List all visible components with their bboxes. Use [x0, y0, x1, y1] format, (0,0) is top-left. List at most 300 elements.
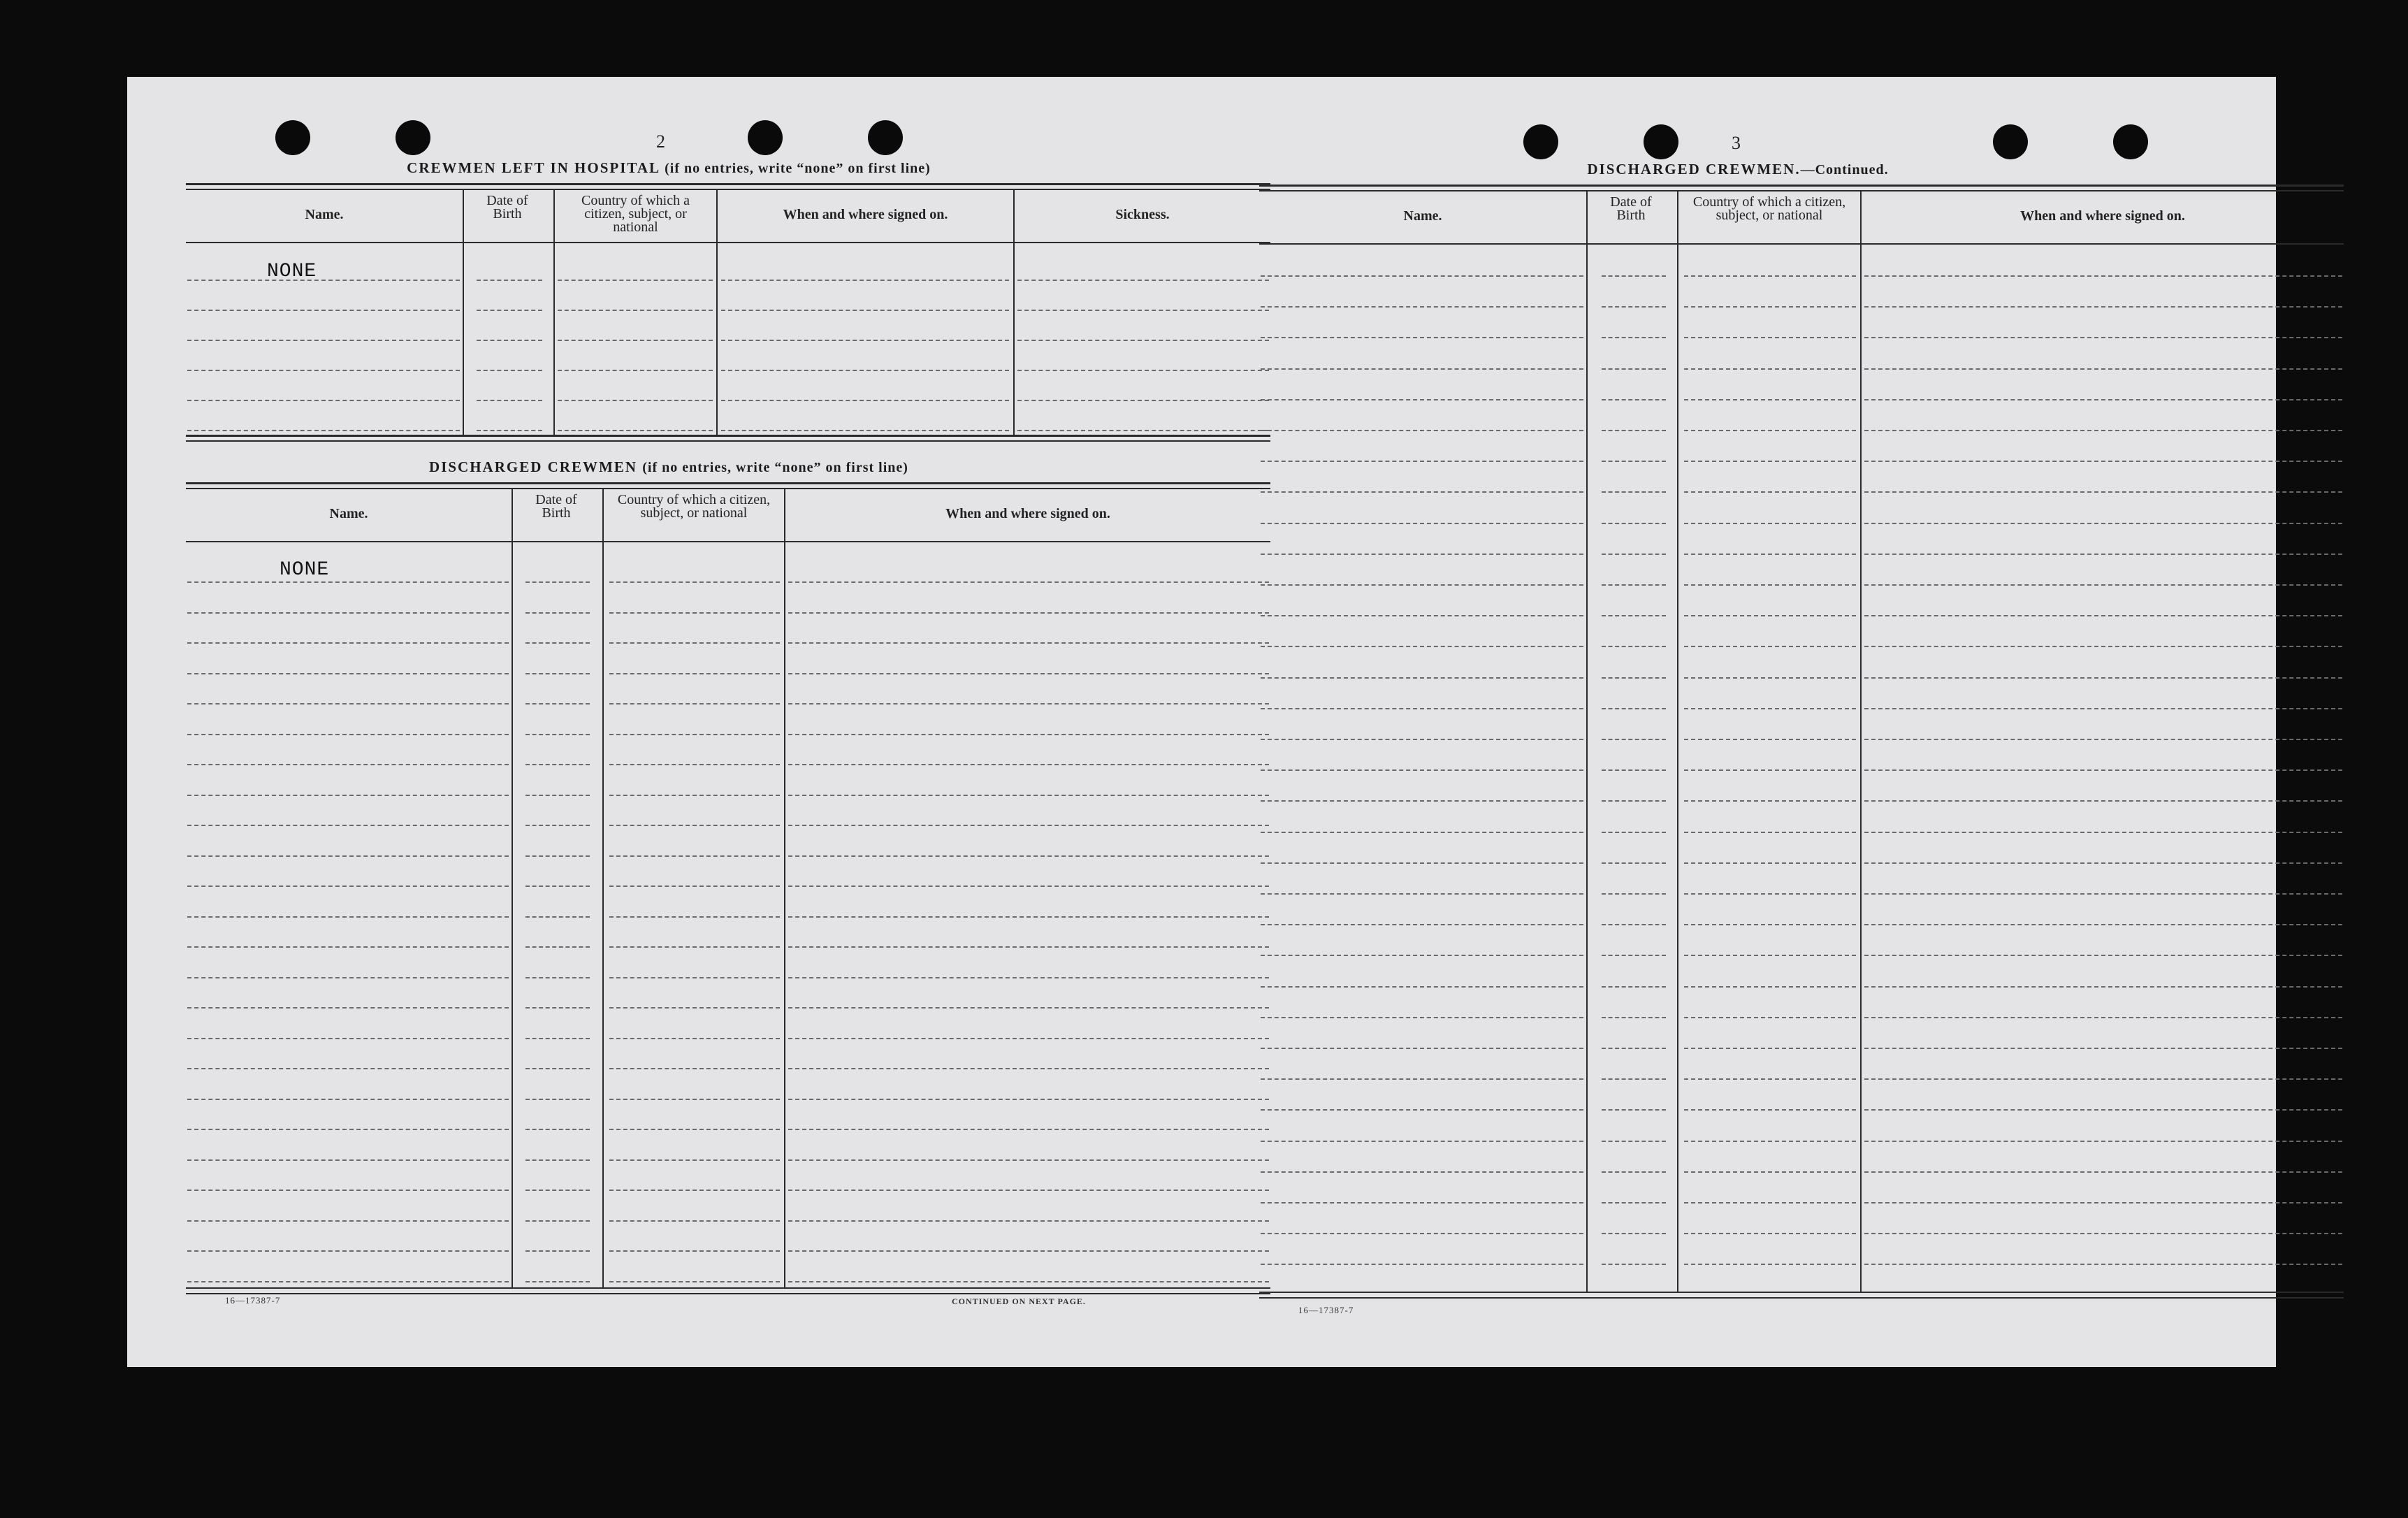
ruled-line	[609, 1038, 780, 1039]
column-header-name: Name.	[305, 207, 344, 222]
ruled-line	[187, 612, 509, 614]
ruled-line	[609, 916, 780, 918]
ruled-line	[525, 1068, 590, 1069]
ruled-line	[1684, 368, 1856, 370]
ruled-line	[187, 1159, 509, 1161]
ruled-line	[558, 310, 713, 311]
ruled-line	[477, 430, 542, 431]
ruled-line	[1602, 491, 1666, 493]
ruled-line	[187, 703, 509, 704]
ruled-line	[788, 855, 1269, 857]
ruled-line	[1602, 924, 1666, 925]
column-divider	[716, 190, 718, 435]
ruled-line	[1602, 461, 1666, 462]
ruled-line	[1602, 646, 1666, 647]
table-top-rule	[186, 189, 1270, 190]
ruled-line	[1864, 955, 2342, 956]
ruled-line	[1261, 306, 1583, 308]
ruled-line	[788, 1068, 1269, 1069]
ruled-line	[1261, 1141, 1583, 1142]
ruled-line	[1864, 862, 2342, 864]
ruled-line	[721, 280, 1009, 281]
ruled-line	[1864, 491, 2342, 493]
ruled-line	[525, 612, 590, 614]
ruled-line	[1261, 708, 1583, 709]
ruled-line	[788, 1038, 1269, 1039]
ruled-line	[1864, 275, 2342, 277]
ruled-line	[1261, 986, 1583, 988]
ruled-line	[525, 1007, 590, 1009]
ruled-line	[1261, 1109, 1583, 1111]
ruled-line	[1684, 306, 1856, 308]
right-title-suffix: —Continued.	[1800, 162, 1889, 178]
ruled-line	[788, 581, 1269, 583]
ruled-line	[525, 1099, 590, 1100]
ruled-line	[187, 581, 509, 583]
column-divider	[1677, 191, 1678, 1292]
ruled-line	[525, 795, 590, 796]
right-title-text: DISCHARGED CREWMEN.	[1587, 161, 1801, 178]
ruled-line	[788, 946, 1269, 948]
ruled-line	[525, 764, 590, 765]
ruled-line	[1602, 1017, 1666, 1018]
ruled-line	[1684, 491, 1856, 493]
column-header-signed-on: When and where signed on.	[783, 207, 948, 222]
discharged-title-text: DISCHARGED CREWMEN	[429, 458, 637, 475]
ruled-line	[525, 1190, 590, 1191]
ruled-line	[1602, 739, 1666, 740]
ruled-line	[1864, 832, 2342, 833]
section-title-discharged-continued	[1587, 161, 1888, 178]
binder-hole	[868, 120, 903, 155]
ruled-line	[1261, 832, 1583, 833]
ruled-line	[1602, 615, 1666, 616]
form-number: 16—17387-7	[1298, 1305, 1354, 1315]
ruled-line	[477, 340, 542, 341]
table-header-rule	[186, 541, 1270, 542]
ruled-line	[1864, 337, 2342, 338]
ruled-line	[1261, 399, 1583, 400]
ruled-line	[477, 370, 542, 371]
column-header-name: Name.	[329, 506, 368, 521]
ruled-line	[1864, 584, 2342, 586]
ruled-line	[1261, 769, 1583, 771]
ruled-line	[187, 795, 509, 796]
column-divider	[553, 190, 555, 435]
ruled-line	[1684, 832, 1856, 833]
hospital-entry-name: NONE	[267, 261, 317, 282]
ruled-line	[1602, 368, 1666, 370]
ruled-line	[1864, 708, 2342, 709]
discharged-entry-name: NONE	[280, 559, 330, 581]
table-bottom-rule	[186, 1287, 1270, 1289]
ruled-line	[187, 1190, 509, 1191]
ruled-line	[788, 1190, 1269, 1191]
ruled-line	[187, 430, 460, 431]
ruled-line	[609, 673, 780, 674]
binder-hole	[2113, 124, 2148, 159]
form-sheet	[127, 77, 2276, 1367]
ruled-line	[609, 1220, 780, 1222]
ruled-line	[558, 280, 713, 281]
binder-hole	[275, 120, 310, 155]
ruled-line	[525, 1038, 590, 1039]
ruled-line	[1017, 370, 1269, 371]
ruled-line	[525, 581, 590, 583]
ruled-line	[187, 946, 509, 948]
ruled-line	[788, 825, 1269, 826]
ruled-line	[1602, 769, 1666, 771]
ruled-line	[1261, 800, 1583, 802]
ruled-line	[187, 1068, 509, 1069]
ruled-line	[1261, 1048, 1583, 1049]
ruled-line	[1602, 1109, 1666, 1111]
column-header-date-of-birth: Date of Birth	[535, 492, 577, 521]
ruled-line	[525, 1281, 590, 1282]
ruled-line	[609, 581, 780, 583]
ruled-line	[1684, 1202, 1856, 1203]
ruled-line	[1261, 1017, 1583, 1018]
ruled-line	[187, 977, 509, 978]
ruled-line	[1684, 1048, 1856, 1049]
ruled-line	[1864, 1171, 2342, 1173]
ruled-line	[187, 280, 460, 281]
column-divider	[1586, 191, 1588, 1292]
ruled-line	[1864, 986, 2342, 988]
ruled-line	[788, 612, 1269, 614]
ruled-line	[788, 886, 1269, 887]
ruled-line	[1602, 1233, 1666, 1234]
ruled-line	[1017, 430, 1269, 431]
ruled-line	[525, 916, 590, 918]
ruled-line	[1602, 584, 1666, 586]
ruled-line	[609, 612, 780, 614]
ruled-line	[609, 977, 780, 978]
ruled-line	[187, 642, 509, 644]
section-title-hospital	[407, 159, 931, 177]
ruled-line	[788, 795, 1269, 796]
ruled-line	[187, 673, 509, 674]
ruled-line	[187, 886, 509, 887]
ruled-line	[1017, 280, 1269, 281]
ruled-line	[1864, 1264, 2342, 1265]
ruled-line	[558, 400, 713, 401]
ruled-line	[525, 946, 590, 948]
ruled-line	[525, 703, 590, 704]
ruled-line	[1017, 400, 1269, 401]
ruled-line	[525, 673, 590, 674]
column-divider	[602, 489, 604, 1287]
ruled-line	[1684, 1078, 1856, 1080]
binder-hole	[1644, 124, 1678, 159]
ruled-line	[525, 977, 590, 978]
column-header-country: Country of which a citizen, subject, or national	[617, 492, 771, 521]
ruled-line	[1602, 677, 1666, 679]
ruled-line	[1864, 1109, 2342, 1111]
page-number: 2	[656, 131, 665, 152]
ruled-line	[187, 855, 509, 857]
section-title-discharged	[429, 458, 908, 476]
ruled-line	[1864, 769, 2342, 771]
ruled-line	[1261, 337, 1583, 338]
ruled-line	[1684, 769, 1856, 771]
ruled-line	[1864, 646, 2342, 647]
ruled-line	[1864, 1202, 2342, 1203]
ruled-line	[1864, 924, 2342, 925]
ruled-line	[1684, 986, 1856, 988]
ruled-line	[525, 642, 590, 644]
ruled-line	[187, 1007, 509, 1009]
table-top-rule	[1259, 190, 2344, 191]
ruled-line	[525, 1159, 590, 1161]
ruled-line	[187, 1099, 509, 1100]
ruled-line	[721, 340, 1009, 341]
ruled-line	[1261, 491, 1583, 493]
column-header-date-of-birth: Date of Birth	[486, 193, 528, 222]
ruled-line	[1602, 1171, 1666, 1173]
ruled-line	[1684, 677, 1856, 679]
ruled-line	[558, 430, 713, 431]
ruled-line	[1864, 368, 2342, 370]
ruled-line	[1261, 430, 1583, 431]
ruled-line	[1864, 893, 2342, 895]
ruled-line	[1602, 1141, 1666, 1142]
ruled-line	[609, 734, 780, 735]
ruled-line	[1602, 275, 1666, 277]
ruled-line	[1261, 739, 1583, 740]
column-header-signed-on: When and where signed on.	[945, 506, 1110, 521]
ruled-line	[609, 795, 780, 796]
ruled-line	[1684, 862, 1856, 864]
ruled-line	[1602, 337, 1666, 338]
table-top-rule	[1259, 185, 2344, 187]
ruled-line	[1261, 1202, 1583, 1203]
ruled-line	[788, 1281, 1269, 1282]
ruled-line	[1684, 275, 1856, 277]
ruled-line	[721, 370, 1009, 371]
ruled-line	[1602, 1048, 1666, 1049]
ruled-line	[609, 1129, 780, 1130]
ruled-line	[1602, 800, 1666, 802]
ruled-line	[1261, 955, 1583, 956]
ruled-line	[1684, 399, 1856, 400]
ruled-line	[609, 703, 780, 704]
table-top-rule	[186, 488, 1270, 489]
column-header-country: Country of which a citizen, subject, or national	[1692, 194, 1846, 223]
ruled-line	[187, 916, 509, 918]
ruled-line	[788, 1129, 1269, 1130]
ruled-line	[1684, 800, 1856, 802]
ruled-line	[1261, 646, 1583, 647]
page-number: 3	[1732, 133, 1741, 153]
hospital-title-text: CREWMEN LEFT IN HOSPITAL	[407, 159, 660, 176]
ruled-line	[1261, 584, 1583, 586]
ruled-line	[1261, 1078, 1583, 1080]
ruled-line	[1864, 1048, 2342, 1049]
ruled-line	[788, 1159, 1269, 1161]
ruled-line	[1602, 1264, 1666, 1265]
ruled-line	[1864, 523, 2342, 524]
ruled-line	[1684, 1233, 1856, 1234]
ruled-line	[187, 1250, 509, 1252]
table-top-rule	[186, 482, 1270, 484]
ruled-line	[1864, 554, 2342, 555]
ruled-line	[788, 642, 1269, 644]
ruled-line	[525, 855, 590, 857]
ruled-line	[1261, 554, 1583, 555]
ruled-line	[609, 886, 780, 887]
column-divider	[463, 190, 464, 435]
ruled-line	[721, 430, 1009, 431]
ruled-line	[1261, 862, 1583, 864]
ruled-line	[609, 946, 780, 948]
ruled-line	[1602, 955, 1666, 956]
ruled-line	[1017, 310, 1269, 311]
ruled-line	[1684, 646, 1856, 647]
ruled-line	[477, 400, 542, 401]
ruled-line	[609, 764, 780, 765]
ruled-line	[1864, 1233, 2342, 1234]
ruled-line	[1602, 893, 1666, 895]
discharged-instruction: (if no entries, write “none” on first line)	[642, 460, 908, 475]
table-header-rule	[186, 242, 1270, 243]
ruled-line	[525, 1129, 590, 1130]
ruled-line	[1602, 708, 1666, 709]
ruled-line	[1602, 306, 1666, 308]
ruled-line	[525, 1250, 590, 1252]
ruled-line	[1684, 554, 1856, 555]
ruled-line	[1864, 1141, 2342, 1142]
ruled-line	[187, 310, 460, 311]
ruled-line	[1684, 1017, 1856, 1018]
ruled-line	[477, 310, 542, 311]
ruled-line	[1602, 832, 1666, 833]
ruled-line	[1684, 708, 1856, 709]
ruled-line	[788, 1250, 1269, 1252]
ruled-line	[1602, 554, 1666, 555]
ruled-line	[525, 734, 590, 735]
ruled-line	[788, 673, 1269, 674]
ruled-line	[1684, 584, 1856, 586]
ruled-line	[1864, 739, 2342, 740]
ruled-line	[558, 340, 713, 341]
ruled-line	[1684, 739, 1856, 740]
table-bottom-rule	[1259, 1292, 2344, 1293]
ruled-line	[187, 1129, 509, 1130]
table-bottom-rule	[1259, 1297, 2344, 1299]
ruled-line	[609, 825, 780, 826]
table-bottom-rule	[186, 435, 1270, 437]
ruled-line	[788, 1007, 1269, 1009]
ruled-line	[1261, 1233, 1583, 1234]
column-header-date-of-birth: Date of Birth	[1610, 194, 1652, 223]
ruled-line	[1684, 924, 1856, 925]
ruled-line	[187, 1220, 509, 1222]
ruled-line	[788, 734, 1269, 735]
ruled-line	[1261, 677, 1583, 679]
ruled-line	[1602, 399, 1666, 400]
ruled-line	[1684, 430, 1856, 431]
ruled-line	[1684, 1171, 1856, 1173]
ruled-line	[609, 1250, 780, 1252]
ruled-line	[1684, 523, 1856, 524]
ruled-line	[1602, 862, 1666, 864]
binder-hole	[1523, 124, 1558, 159]
ruled-line	[1864, 677, 2342, 679]
ruled-line	[1261, 893, 1583, 895]
ruled-line	[1602, 523, 1666, 524]
ruled-line	[1017, 340, 1269, 341]
ruled-line	[187, 370, 460, 371]
ruled-line	[1261, 523, 1583, 524]
ruled-line	[1864, 1017, 2342, 1018]
ruled-line	[1261, 368, 1583, 370]
ruled-line	[1684, 893, 1856, 895]
ruled-line	[788, 1099, 1269, 1100]
ruled-line	[721, 400, 1009, 401]
ruled-line	[1684, 337, 1856, 338]
ruled-line	[187, 734, 509, 735]
binder-hole	[748, 120, 783, 155]
binder-hole	[396, 120, 430, 155]
column-divider	[512, 489, 513, 1287]
ruled-line	[609, 1190, 780, 1191]
ruled-line	[1684, 1264, 1856, 1265]
ruled-line	[187, 1281, 509, 1282]
column-divider	[1013, 190, 1015, 435]
ruled-line	[788, 977, 1269, 978]
table-bottom-rule	[186, 1293, 1270, 1294]
ruled-line	[477, 280, 542, 281]
ruled-line	[1261, 924, 1583, 925]
ruled-line	[1261, 275, 1583, 277]
ruled-line	[1602, 986, 1666, 988]
ruled-line	[609, 1159, 780, 1161]
ruled-line	[1864, 306, 2342, 308]
ruled-line	[1684, 461, 1856, 462]
ruled-line	[609, 855, 780, 857]
ruled-line	[1684, 1109, 1856, 1111]
ruled-line	[1864, 615, 2342, 616]
ruled-line	[525, 1220, 590, 1222]
ruled-line	[187, 764, 509, 765]
form-number: 16—17387-7	[225, 1295, 281, 1306]
ruled-line	[558, 370, 713, 371]
ruled-line	[609, 1099, 780, 1100]
ruled-line	[609, 642, 780, 644]
ruled-line	[609, 1007, 780, 1009]
ruled-line	[1684, 615, 1856, 616]
ruled-line	[1261, 1171, 1583, 1173]
ruled-line	[1602, 1078, 1666, 1080]
ruled-line	[609, 1281, 780, 1282]
column-divider	[1860, 191, 1862, 1292]
column-header-sickness: Sickness.	[1115, 207, 1170, 222]
ruled-line	[1864, 1078, 2342, 1080]
ruled-line	[788, 1220, 1269, 1222]
column-header-signed-on: When and where signed on.	[2020, 208, 2185, 224]
ruled-line	[1602, 1202, 1666, 1203]
table-top-rule	[186, 183, 1270, 185]
ruled-line	[609, 1068, 780, 1069]
ruled-line	[721, 310, 1009, 311]
column-header-name: Name.	[1403, 208, 1442, 224]
column-divider	[784, 489, 785, 1287]
ruled-line	[1261, 461, 1583, 462]
ruled-line	[788, 764, 1269, 765]
ruled-line	[1864, 461, 2342, 462]
table-header-rule	[1259, 243, 2344, 245]
